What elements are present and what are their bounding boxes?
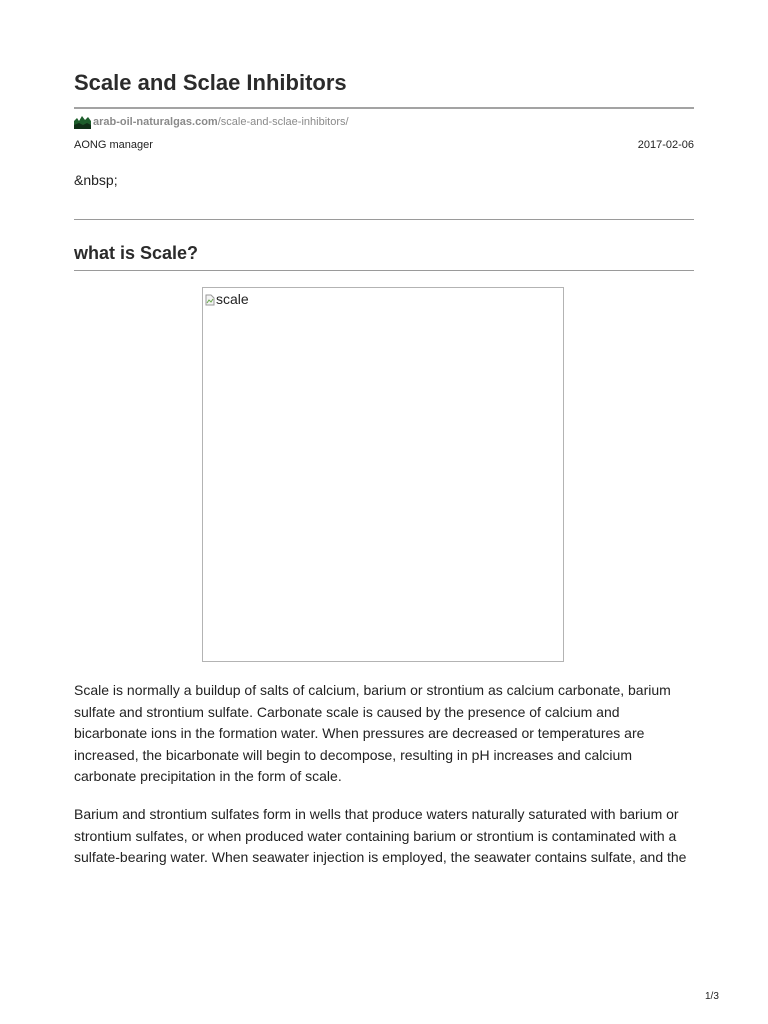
paragraph: Barium and strontium sulfates form in wells that produce waters naturally saturated with barium or strontium sulfates, or when produced water containing barium or strontium is contaminated with a sulfate-bearing water. When seawater injection is employed, the seawater contains sulfate, and the (74, 806, 687, 865)
source-link[interactable] (74, 114, 349, 130)
article-meta (74, 139, 694, 151)
broken-image-icon (205, 293, 215, 305)
site-favicon-icon (74, 115, 91, 129)
page-title: Scale and Sclae Inhibitors (74, 70, 347, 95)
source-domain[interactable]: arab-oil-naturalgas.com (93, 116, 218, 128)
title-divider (74, 107, 694, 109)
broken-image (205, 291, 249, 307)
image-alt-text: scale (216, 291, 249, 307)
page-indicator: 1/3 (705, 991, 719, 1002)
author: AONG manager (74, 139, 153, 151)
section-divider (74, 219, 694, 220)
paragraph: Scale is normally a buildup of salts of calcium, barium or strontium as calcium carbonate, barium sulfate and strontium sulfate. Carbonate scale is caused by the presence of calcium and bicarbonate ions in the formation water. When pressures are decreased or temperatures are increased, the bicarbonate will begin to decompose, resulting in pH increases and calcium carbonate precipitation in the form of scale. (74, 682, 671, 784)
section-heading: what is Scale? (74, 243, 199, 263)
nbsp-text: &nbsp; (74, 172, 118, 188)
source-path[interactable]: /scale-and-sclae-inhibitors/ (217, 116, 349, 128)
heading-divider (74, 270, 694, 271)
publish-date: 2017-02-06 (637, 139, 694, 151)
scale-image (202, 287, 564, 662)
